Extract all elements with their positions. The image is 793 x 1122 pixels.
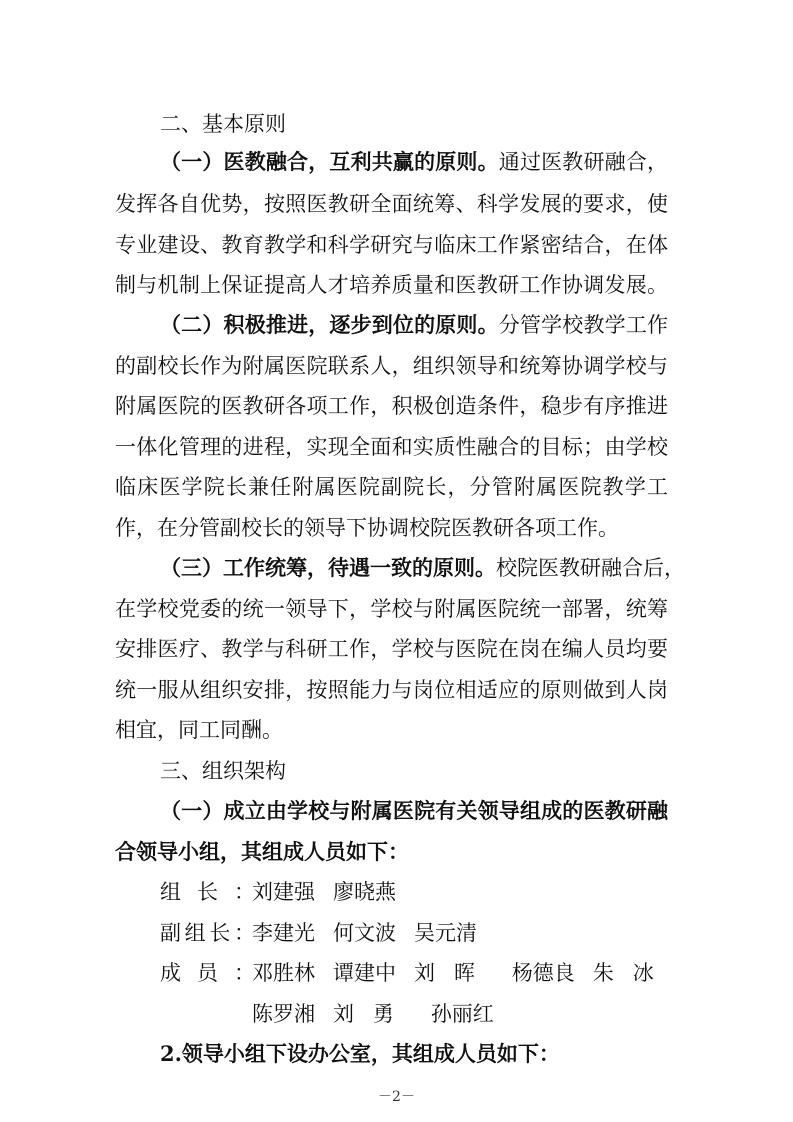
principle-1-line: 制与机制上保证提高人才培养质量和医教研工作协调发展。 [115, 273, 668, 297]
principle-2-line: 作，在分管副校长的领导下协调校院医教研各项工作。 [115, 516, 619, 540]
roster-name: 何文波 [333, 921, 396, 945]
roster-name: 刘晖 [414, 961, 494, 985]
roster-name: 吴元清 [414, 921, 477, 945]
principle-2-title: （二）积极推进，逐步到位的原则。 [160, 312, 499, 337]
roster-name: 杨德良 [511, 961, 575, 985]
section-heading-organization: 三、组织架构 [160, 759, 286, 783]
principle-2-line: 的副校长作为附属医院联系人，组织领导和统筹协调学校与 [115, 354, 668, 378]
organization-1-line: （一）成立由学校与附属医院有关领导组成的医教研融 [160, 798, 668, 823]
principle-1-line: 发挥各自优势，按照医教研全面统筹、科学发展的要求，使 [115, 192, 668, 216]
principle-1-line: 专业建设、教育教学和科学研究与临床工作紧密结合，在体 [115, 233, 668, 257]
principle-2-first-line [160, 309, 668, 341]
principle-3-line: 在学校党委的统一领导下，学校与附属医院统一部署，统筹 [115, 597, 668, 621]
principle-2-line: 一体化管理的进程，实现全面和实质性融合的目标；由学校 [115, 435, 668, 459]
roster-name: 刘建强 [252, 880, 315, 904]
roster-deputy-label: 副组长： [160, 921, 255, 945]
principle-2-line: 临床医学院长兼任附属医院副院长，分管附属医院教学工 [115, 475, 668, 499]
section-heading-basic-principles: 二、基本原则 [160, 112, 286, 136]
principle-3-first-line [160, 552, 685, 584]
roster-members-label: 成员： [160, 961, 255, 985]
principle-1-first-line [160, 146, 668, 178]
principle-3-line: 统一服从组织安排，按照能力与岗位相适应的原则做到人岗 [115, 678, 668, 702]
principle-2-line: 附属医院的医教研各项工作，积极创造条件，稳步有序推进 [115, 394, 668, 418]
organization-2-line: 2.领导小组下设办公室，其组成人员如下： [160, 1041, 560, 1066]
page-number: －2－ [378, 1089, 415, 1105]
principle-3-line: 相宜，同工同酬。 [115, 718, 283, 742]
roster-name: 邓胜林 [252, 961, 315, 985]
roster-leaders [252, 876, 414, 908]
principle-1-title: （一）医教融合，互利共赢的原则。 [160, 149, 499, 174]
roster-name: 陈罗湘 [252, 1002, 315, 1026]
principle-1-text: 通过医教研融合， [498, 150, 668, 174]
roster-name: 廖晓燕 [333, 880, 396, 904]
principle-3-text: 校院医教研融合后， [496, 556, 685, 580]
roster-members-row-2 [252, 998, 512, 1030]
roster-name: 谭建中 [333, 961, 396, 985]
principle-3-line: 安排医疗、教学与科研工作，学校与医院在岗在编人员均要 [115, 637, 668, 661]
roster-members-row-1 [252, 957, 691, 989]
roster-name: 朱冰 [592, 961, 673, 985]
principle-3-title: （三）工作统筹，待遇一致的原则。 [160, 555, 496, 580]
roster-name: 李建光 [252, 921, 315, 945]
roster-deputies [252, 917, 495, 949]
roster-name: 刘勇 [333, 1002, 413, 1026]
roster-leader-label: 组长： [160, 880, 255, 904]
organization-1-line: 合领导小组，其组成人员如下： [115, 839, 409, 864]
principle-2-text: 分管学校教学工作 [498, 313, 668, 337]
roster-name: 孙丽红 [430, 1002, 494, 1026]
